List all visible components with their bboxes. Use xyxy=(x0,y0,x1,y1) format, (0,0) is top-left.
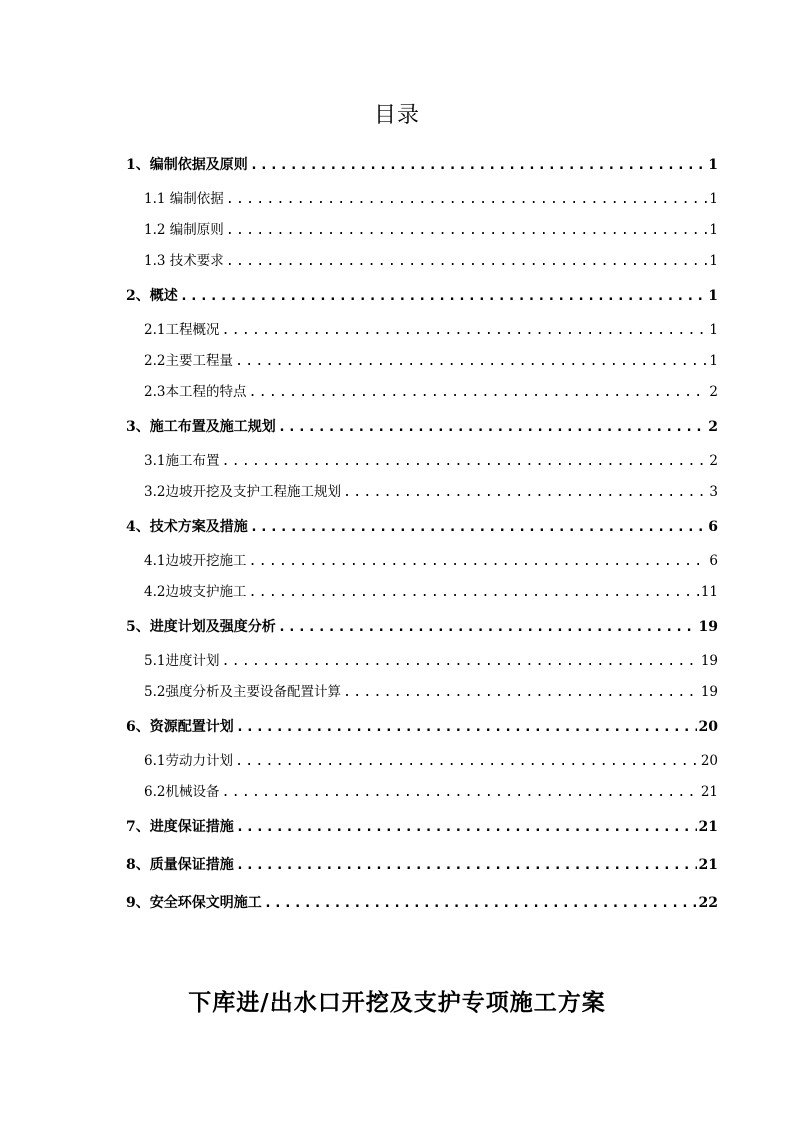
toc-dot-leader xyxy=(343,677,699,708)
toc-entry-page-number: 21 xyxy=(700,784,718,800)
toc-entry-page-number: 2 xyxy=(709,384,718,400)
toc-dot-leader xyxy=(248,377,707,408)
toc-entry-page-number: 1 xyxy=(709,253,718,269)
toc-entry[interactable] xyxy=(126,884,718,922)
toc-dot-leader xyxy=(221,777,698,808)
toc-entry-label: 5.2强度分析及主要设备配置计算 xyxy=(144,684,341,700)
toc-dot-leader xyxy=(248,546,707,577)
toc-entry[interactable] xyxy=(126,746,718,777)
toc-entry-page-number: 19 xyxy=(698,619,718,635)
toc-dot-leader xyxy=(221,315,707,346)
toc-dot-leader xyxy=(221,446,707,477)
toc-entry[interactable] xyxy=(126,315,718,346)
toc-entry-label: 9、安全环保文明施工 xyxy=(126,895,262,911)
toc-title: 目录 xyxy=(373,103,420,128)
toc-entry[interactable] xyxy=(126,646,718,677)
toc-entry-page-number: 3 xyxy=(709,484,718,500)
toc-entry-page-number: 2 xyxy=(709,453,718,469)
toc-entry-label: 4、技术方案及措施 xyxy=(126,519,248,535)
toc-entry[interactable] xyxy=(126,146,718,184)
toc-entry-page-number: 1 xyxy=(709,353,718,369)
toc-entry-page-number: 2 xyxy=(708,419,718,435)
toc-entry-page-number: 21 xyxy=(698,819,718,835)
toc-dot-leader xyxy=(235,346,707,377)
toc-entry-label: 7、进度保证措施 xyxy=(126,819,234,835)
toc-dot-leader xyxy=(235,746,699,777)
toc-entry[interactable] xyxy=(126,546,718,577)
toc-entry-label: 4.2边坡支护施工 xyxy=(144,584,247,600)
toc-entry-page-number: 11 xyxy=(700,584,718,600)
toc-dot-leader xyxy=(180,277,707,315)
toc-entry-page-number: 6 xyxy=(709,553,718,569)
toc-dot-leader xyxy=(250,508,707,546)
toc-dot-leader xyxy=(226,184,708,215)
toc-entry-label: 3.1施工布置 xyxy=(144,453,220,469)
toc-entry-page-number: 1 xyxy=(708,157,718,173)
toc-entry[interactable] xyxy=(126,215,718,246)
toc-entry-label: 3.2边坡开挖及支护工程施工规划 xyxy=(144,484,341,500)
toc-entry-label: 1.3 技术要求 xyxy=(144,253,224,269)
toc-dot-leader xyxy=(278,608,697,646)
toc-entry[interactable] xyxy=(126,677,718,708)
toc-dot-leader xyxy=(236,708,697,746)
toc-dot-leader xyxy=(221,646,698,677)
toc-entry-page-number: 22 xyxy=(698,895,718,911)
toc-entry[interactable] xyxy=(126,377,718,408)
toc-dot-leader xyxy=(264,884,697,922)
toc-entry-page-number: 1 xyxy=(709,222,718,238)
toc-entry-page-number: 20 xyxy=(700,753,718,769)
toc-entry-label: 3、施工布置及施工规划 xyxy=(126,419,276,435)
toc-entry[interactable] xyxy=(126,277,718,315)
toc-entry-page-number: 1 xyxy=(708,288,718,304)
toc-entry-label: 6、资源配置计划 xyxy=(126,719,234,735)
toc-dot-leader xyxy=(226,246,708,277)
toc-dot-leader xyxy=(250,146,707,184)
toc-entry[interactable] xyxy=(126,708,718,746)
toc-entry[interactable] xyxy=(126,846,718,884)
toc-entry-page-number: 20 xyxy=(698,719,718,735)
toc-entry-label: 2、概述 xyxy=(126,288,178,304)
toc-dot-leader xyxy=(236,846,697,884)
toc-entry[interactable] xyxy=(126,508,718,546)
toc-entry-label: 4.1边坡开挖施工 xyxy=(144,553,247,569)
toc-entry[interactable] xyxy=(126,408,718,446)
document-title: 下库进/出水口开挖及支护专项施工方案 xyxy=(188,989,606,1016)
toc-entry-label: 2.3本工程的特点 xyxy=(144,384,247,400)
toc-entry-label: 8、质量保证措施 xyxy=(126,857,234,873)
toc-dot-leader xyxy=(278,408,707,446)
toc-entry-label: 6.1劳动力计划 xyxy=(144,753,233,769)
toc-entry[interactable] xyxy=(126,346,718,377)
toc-entry-page-number: 1 xyxy=(709,191,718,207)
toc-entry[interactable] xyxy=(126,608,718,646)
toc-entry-page-number: 1 xyxy=(709,322,718,338)
toc-dot-leader xyxy=(236,808,697,846)
toc-entry-label: 6.2机械设备 xyxy=(144,784,220,800)
toc-entry-page-number: 6 xyxy=(708,519,718,535)
toc-entry[interactable] xyxy=(126,477,718,508)
toc-entry-label: 2.2主要工程量 xyxy=(144,353,233,369)
toc-entry-label: 2.1工程概况 xyxy=(144,322,220,338)
toc-entry[interactable] xyxy=(126,577,718,608)
toc-entry[interactable] xyxy=(126,246,718,277)
toc-entry-page-number: 19 xyxy=(700,684,718,700)
toc-entry[interactable] xyxy=(126,777,718,808)
toc-entry-label: 5.1进度计划 xyxy=(144,653,220,669)
table-of-contents xyxy=(126,146,718,922)
toc-entry-label: 1、编制依据及原则 xyxy=(126,157,248,173)
toc-entry[interactable] xyxy=(126,184,718,215)
toc-entry-page-number: 21 xyxy=(698,857,718,873)
toc-dot-leader xyxy=(343,477,707,508)
toc-entry-label: 5、进度计划及强度分析 xyxy=(126,619,276,635)
toc-entry-page-number: 19 xyxy=(700,653,718,669)
toc-entry-label: 1.2 编制原则 xyxy=(144,222,224,238)
toc-entry[interactable] xyxy=(126,446,718,477)
toc-dot-leader xyxy=(226,215,708,246)
toc-dot-leader xyxy=(248,577,698,608)
toc-entry[interactable] xyxy=(126,808,718,846)
toc-entry-label: 1.1 编制依据 xyxy=(144,191,224,207)
